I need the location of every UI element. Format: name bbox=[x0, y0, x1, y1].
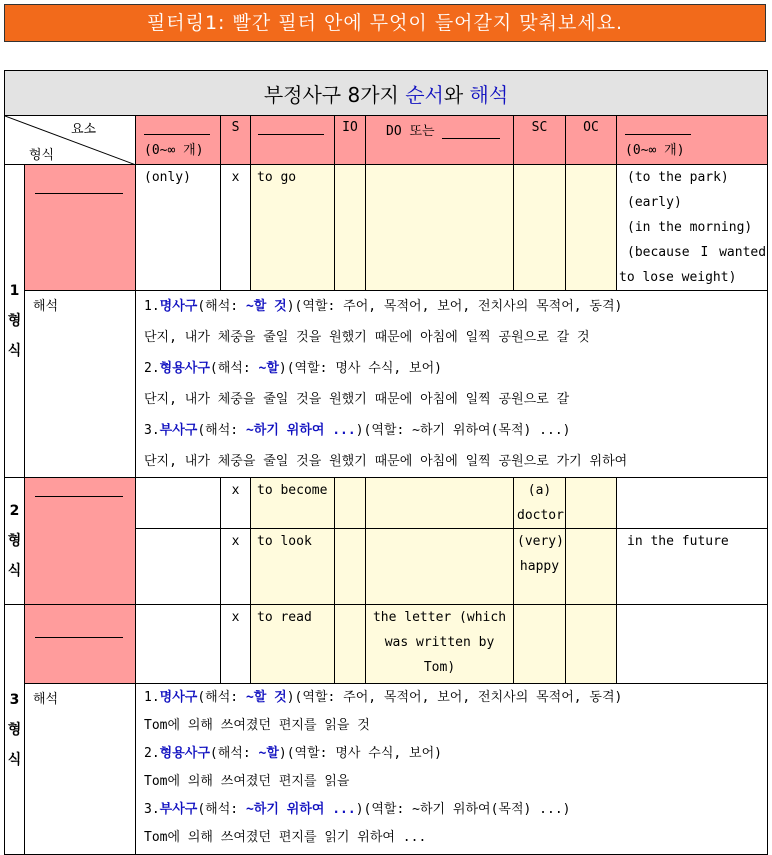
header-s: S bbox=[221, 116, 251, 165]
header-first-blank: (0~∞ 개) bbox=[136, 116, 221, 165]
form3-interp-label: 해석 bbox=[25, 684, 136, 855]
form1-label: 1 형 식 bbox=[5, 165, 25, 478]
header-form-label: 형식 bbox=[29, 148, 55, 163]
form3-s: x bbox=[221, 605, 251, 684]
form3-last bbox=[617, 605, 768, 684]
form3-blank bbox=[25, 605, 136, 684]
form2-r2-verb: to look bbox=[251, 529, 335, 605]
header-last-blank: (0~∞ 개) bbox=[617, 116, 768, 165]
form1-io bbox=[335, 165, 366, 291]
header-verb-blank bbox=[251, 116, 335, 165]
form3-interp-noun: 1.명사구(해석: ~할 것)(역할: 주어, 목적어, 보어, 전치사의 목적어, 동격) bbox=[144, 690, 623, 705]
form3-verb: to read bbox=[251, 605, 335, 684]
header-oc: OC bbox=[566, 116, 617, 165]
form2-r2-last: in the future bbox=[617, 529, 768, 605]
form1-interp-adj-text: 단지, 내가 체중을 줄일 것을 원했기 때문에 아침에 일찍 공원으로 갈 bbox=[144, 392, 570, 407]
form2-r2-first bbox=[136, 529, 221, 605]
instruction-banner: 필터링1: 빨간 필터 안에 무엇이 들어갈지 맞춰보세요. bbox=[4, 4, 766, 42]
form1-interp-adv-text: 단지, 내가 체중을 줄일 것을 원했기 때문에 아침에 일찍 공원으로 가기 위하여 bbox=[144, 454, 628, 469]
header-do: DO 또는 bbox=[366, 116, 514, 165]
form3-interp-adj-text: Tom에 의해 쓰여졌던 편지를 읽을 bbox=[144, 774, 350, 789]
form2-r2-do bbox=[366, 529, 514, 605]
form2-r1-io bbox=[335, 478, 366, 529]
form3-interp bbox=[136, 684, 768, 855]
header-sc: SC bbox=[514, 116, 566, 165]
form2-r1-do bbox=[366, 478, 514, 529]
form1-s: x bbox=[221, 165, 251, 291]
form1-do bbox=[366, 165, 514, 291]
form1-first: (only) bbox=[136, 165, 221, 291]
form1-interp-label: 해석 bbox=[25, 291, 136, 478]
table-title: 부정사구 8가지 순서와 해석 bbox=[5, 71, 768, 116]
form1-interp-adj: 2.형용사구(해석: ~할)(역할: 명사 수식, 보어) bbox=[144, 361, 442, 376]
form1-verb: to go bbox=[251, 165, 335, 291]
form2-r1-first bbox=[136, 478, 221, 529]
form3-interp-adv-text: Tom에 의해 쓰여졌던 편지를 읽기 위하여 ... bbox=[144, 830, 427, 845]
form3-sc bbox=[514, 605, 566, 684]
form2-r2-s: x bbox=[221, 529, 251, 605]
form2-r1-verb: to become bbox=[251, 478, 335, 529]
form1-interp-noun: 1.명사구(해석: ~할 것)(역할: 주어, 목적어, 보어, 전치사의 목적어, 동격) bbox=[144, 299, 623, 314]
form2-r1-oc bbox=[566, 478, 617, 529]
form1-oc bbox=[566, 165, 617, 291]
form2-r2-oc bbox=[566, 529, 617, 605]
form1-interp-adv: 3.부사구(해석: ~하기 위하여 ...)(역할: ~하기 위하여(목적) ...) bbox=[144, 423, 571, 438]
infinitive-table bbox=[4, 70, 768, 855]
header-io: IO bbox=[335, 116, 366, 165]
form3-oc bbox=[566, 605, 617, 684]
form3-do: the letter (which was written by Tom) bbox=[366, 605, 514, 684]
form1-blank bbox=[25, 165, 136, 291]
form2-blank bbox=[25, 478, 136, 605]
form3-interp-adj: 2.형용사구(해석: ~할)(역할: 명사 수식, 보어) bbox=[144, 746, 442, 761]
form2-r1-last bbox=[617, 478, 768, 529]
header-element-label: 요소 bbox=[71, 122, 97, 137]
form1-interp-noun-text: 단지, 내가 체중을 줄일 것을 원했기 때문에 아침에 일찍 공원으로 갈 것 bbox=[144, 330, 590, 345]
form1-sc bbox=[514, 165, 566, 291]
form3-first bbox=[136, 605, 221, 684]
header-corner bbox=[5, 116, 136, 165]
form3-interp-noun-text: Tom에 의해 쓰여졌던 편지를 읽을 것 bbox=[144, 718, 370, 733]
form1-interp bbox=[136, 291, 768, 478]
form1-last: (to the park) (early) (in the morning) (because I wanted to lose weight) bbox=[617, 165, 768, 291]
form2-r1-sc: (a) doctor bbox=[514, 478, 566, 529]
form2-label: 2 형 식 bbox=[5, 478, 25, 605]
form3-interp-adv: 3.부사구(해석: ~하기 위하여 ...)(역할: ~하기 위하여(목적) ...) bbox=[144, 802, 571, 817]
form3-io bbox=[335, 605, 366, 684]
form3-label: 3 형 식 bbox=[5, 605, 25, 855]
form2-r2-sc: (very) happy bbox=[514, 529, 566, 605]
form2-r2-io bbox=[335, 529, 366, 605]
form2-r1-s: x bbox=[221, 478, 251, 529]
